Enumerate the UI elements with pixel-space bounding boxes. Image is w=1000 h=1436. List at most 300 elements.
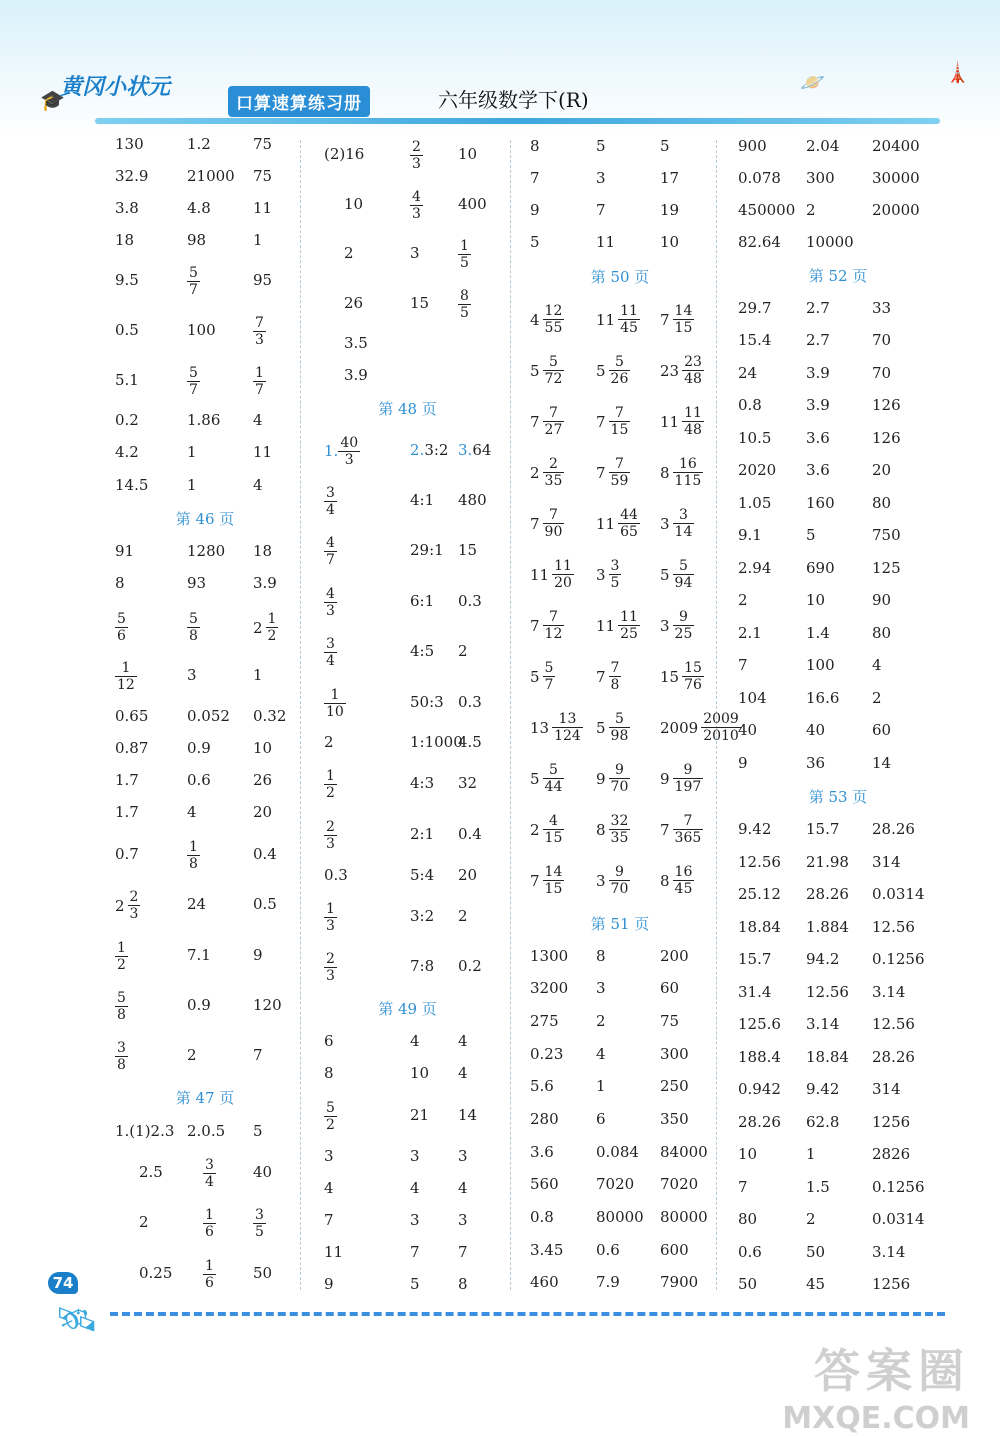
answer-row <box>530 1169 710 1199</box>
answer-row <box>310 1058 505 1088</box>
answer-value: 3.9 <box>253 574 277 592</box>
answer-value: 1280 <box>187 542 226 560</box>
answer-cell <box>253 161 272 191</box>
denominator: 7 <box>189 382 198 398</box>
answer-cell <box>187 611 200 644</box>
answer-cell <box>872 358 891 388</box>
answer-cell <box>738 358 757 388</box>
answer-fraction <box>530 558 574 591</box>
whole-part: 11 <box>660 412 680 431</box>
numerator: 9 <box>673 762 704 779</box>
answer-cell <box>187 161 235 191</box>
answer-cell <box>187 437 197 467</box>
answer-value: 5 <box>530 233 540 251</box>
answer-row <box>530 1006 710 1036</box>
page-heading: 第 47 页 <box>175 1089 235 1107</box>
denominator: 8 <box>117 1057 126 1073</box>
answer-row <box>310 1173 505 1203</box>
fraction <box>552 711 583 744</box>
answer-fraction <box>660 711 741 744</box>
answer-cell <box>115 940 128 973</box>
answer-cell <box>115 990 128 1023</box>
answer-value: 28.26 <box>738 1113 781 1131</box>
answer-cell <box>596 1235 620 1265</box>
answer-cell <box>458 768 477 798</box>
answer-fraction <box>115 611 128 644</box>
answer-value: 4:1 <box>410 491 435 509</box>
answer-row <box>738 847 938 877</box>
answer-cell <box>596 195 606 225</box>
answer-cell <box>660 711 741 744</box>
answer-value: 11 <box>253 199 273 217</box>
answer-row <box>738 1009 938 1039</box>
answer-value: 3 <box>410 1211 420 1229</box>
numerator: 5 <box>326 1100 335 1116</box>
answer-cell <box>253 536 272 566</box>
answer-row <box>738 748 938 778</box>
answer-value: 900 <box>738 137 767 155</box>
answer-value: 1.(1)2.3 <box>115 1122 175 1140</box>
answer-cell <box>410 485 434 515</box>
denominator: 7 <box>255 382 264 398</box>
answer-cell <box>660 456 703 489</box>
answer-fraction <box>596 456 630 489</box>
answer-cell <box>115 536 134 566</box>
answer-value: 4 <box>458 1064 468 1082</box>
answer-cell <box>530 131 540 161</box>
answer-fraction <box>660 558 694 591</box>
answer-cell <box>253 225 263 255</box>
answer-cell <box>458 687 482 717</box>
answer-value: 3 <box>596 169 606 187</box>
answer-cell <box>530 1235 563 1265</box>
answer-value: 10 <box>344 195 364 213</box>
fraction <box>128 889 141 922</box>
answer-cell <box>530 1006 559 1036</box>
fraction <box>609 405 631 438</box>
whole-part: 11 <box>596 310 616 329</box>
answer-cell <box>253 1207 266 1240</box>
answer-cell <box>660 973 679 1003</box>
answer-value: 95 <box>253 271 273 289</box>
fraction <box>673 456 704 489</box>
answer-row <box>530 1235 710 1265</box>
answer-value: 17 <box>660 169 680 187</box>
answer-value: 0.9 <box>187 996 211 1014</box>
answer-value: 4 <box>253 476 263 494</box>
answer-value: 690 <box>806 559 835 577</box>
answer-value: 0.65 <box>115 707 149 725</box>
denominator: 3 <box>344 452 354 468</box>
answer-value: 91 <box>115 542 135 560</box>
answer-cell <box>324 139 364 169</box>
answer-fraction <box>187 839 200 872</box>
answer-cell <box>738 1107 781 1137</box>
answer-cell <box>253 265 272 295</box>
whole-part: 2 <box>530 820 540 839</box>
brand-logo: 黄冈小状元 <box>60 75 171 100</box>
answer-value: 3.6 <box>806 461 830 479</box>
answer-cell <box>458 1269 468 1299</box>
answer-cell <box>660 1071 689 1101</box>
answer-value: 2826 <box>872 1145 911 1163</box>
answer-cell <box>738 683 767 713</box>
page-heading-row <box>530 262 710 292</box>
answer-cell <box>660 195 679 225</box>
answer-value: 0.8 <box>738 396 762 414</box>
answer-cell <box>660 1169 698 1199</box>
fraction <box>682 660 704 693</box>
numerator: 1 <box>255 365 264 381</box>
answer-cell <box>253 660 263 690</box>
answer-cell <box>738 1042 781 1072</box>
answer-cell <box>806 1074 839 1104</box>
answer-value: 1.5 <box>806 1178 830 1196</box>
answer-cell <box>872 520 901 550</box>
answer-cell <box>187 990 211 1020</box>
answer-value: 2 <box>344 244 354 262</box>
answer-cell <box>806 358 830 388</box>
answer-value: 4 <box>253 411 263 429</box>
answer-cell <box>806 814 839 844</box>
denominator: 27 <box>544 422 563 438</box>
answer-value: 0.6 <box>738 1243 762 1261</box>
answer-value: 4 <box>458 1032 468 1050</box>
answer-value: 2 <box>872 689 882 707</box>
answer-value: 4.8 <box>187 199 211 217</box>
answer-cell <box>458 586 482 616</box>
answer-cell <box>872 1204 925 1234</box>
answer-value: 3 <box>324 1147 334 1165</box>
answer-value: 125.6 <box>738 1015 781 1033</box>
answer-value: 15 <box>410 294 430 312</box>
answer-cell <box>458 139 477 169</box>
fraction <box>115 940 128 973</box>
satellite-icon: 🛰 <box>55 1300 99 1340</box>
answer-value: 6:1 <box>410 592 435 610</box>
fraction <box>543 813 565 846</box>
answer-cell <box>660 303 694 336</box>
answer-fraction <box>530 303 564 336</box>
answer-row <box>115 1040 295 1073</box>
answer-fraction <box>660 660 704 693</box>
answer-value: 0.3 <box>324 866 348 884</box>
answer-cell <box>203 1258 216 1291</box>
answer-value: 450000 <box>738 201 796 219</box>
answer-cell <box>530 864 564 897</box>
answer-row <box>115 839 295 872</box>
answer-value: 10 <box>253 739 273 757</box>
answer-cell <box>806 748 825 778</box>
answer-value: 10 <box>410 1064 430 1082</box>
answer-cell <box>410 435 448 465</box>
answer-value: 80000 <box>660 1208 708 1226</box>
denominator: 5 <box>610 575 620 591</box>
answer-cell <box>806 131 839 161</box>
answer-cell <box>253 405 263 435</box>
answer-value: 3.5 <box>344 334 368 352</box>
answer-cell <box>872 585 891 615</box>
answer-fraction <box>324 901 337 934</box>
answer-value: 28.26 <box>806 885 849 903</box>
denominator: 48 <box>684 371 702 387</box>
answer-cell <box>410 1237 420 1267</box>
answer-cell <box>458 819 482 849</box>
denominator: 76 <box>684 677 702 693</box>
answer-value: 36 <box>806 754 826 772</box>
answer-column-1 <box>115 130 295 1293</box>
numerator: 5 <box>117 990 126 1006</box>
answer-row <box>310 727 505 757</box>
denominator: 7 <box>189 282 198 298</box>
answer-value: 80 <box>872 494 892 512</box>
answer-cell <box>738 293 771 323</box>
answer-value: 20 <box>253 803 273 821</box>
fraction <box>115 1040 128 1073</box>
numerator: 3 <box>326 485 335 501</box>
answer-row <box>310 768 505 801</box>
fraction <box>115 990 128 1023</box>
denominator: 55 <box>544 320 563 336</box>
answer-fraction <box>115 889 140 922</box>
answer-cell <box>660 507 694 540</box>
answer-value: 2.5 <box>139 1163 163 1181</box>
answer-cell <box>806 1237 825 1267</box>
answer-fraction <box>324 951 337 984</box>
answer-cell <box>253 568 277 598</box>
fraction <box>324 901 337 934</box>
answer-row <box>738 650 938 680</box>
answer-value: 9 <box>324 1275 334 1293</box>
answer-row <box>115 611 295 644</box>
numerator: 44 <box>620 507 638 523</box>
answer-row <box>530 973 710 1003</box>
answer-value: 5 <box>596 137 606 155</box>
fraction <box>253 365 266 398</box>
answer-cell <box>344 328 368 358</box>
answer-row <box>738 879 938 909</box>
answer-cell <box>872 455 891 485</box>
answer-value: 26 <box>253 771 273 789</box>
whole-part: 8 <box>660 463 670 482</box>
answer-value: 98 <box>187 231 207 249</box>
answer-value: 275 <box>530 1012 559 1030</box>
answer-fraction <box>187 265 200 298</box>
answer-cell <box>115 889 140 922</box>
answer-value: 7 <box>738 1178 748 1196</box>
answer-cell <box>806 618 830 648</box>
answer-cell <box>115 129 144 159</box>
answer-fraction <box>324 768 337 801</box>
denominator: 2 <box>326 1117 335 1133</box>
answer-fraction <box>458 441 491 459</box>
answer-value: 7 <box>324 1211 334 1229</box>
answer-row <box>530 1071 710 1101</box>
fraction <box>673 558 695 591</box>
answer-value: 7.9 <box>596 1273 620 1291</box>
answer-cell <box>324 435 360 468</box>
answer-value: 7:8 <box>410 957 435 975</box>
answer-cell <box>738 1204 757 1234</box>
answer-value: 3:2 <box>424 441 449 459</box>
answer-fraction <box>530 813 564 846</box>
answer-value: 26 <box>344 294 364 312</box>
answer-cell <box>324 951 337 984</box>
answer-value: 75 <box>253 135 273 153</box>
answer-cell <box>806 912 849 942</box>
answer-row <box>738 1237 938 1267</box>
answer-value: 50:3 <box>410 693 444 711</box>
answer-cell <box>872 944 925 974</box>
answer-row <box>115 265 295 298</box>
numerator: 1 <box>205 1207 214 1223</box>
answer-cell <box>458 1237 468 1267</box>
answer-cell <box>596 456 630 489</box>
answer-cell <box>458 951 482 981</box>
answer-row <box>115 225 295 255</box>
answer-value: 3.8 <box>115 199 139 217</box>
answer-value: 3:2 <box>410 907 435 925</box>
numerator: 5 <box>189 365 198 381</box>
answer-cell <box>115 470 148 500</box>
answer-value: 2.7 <box>806 331 830 349</box>
answer-column-2 <box>310 130 505 1293</box>
answer-cell <box>187 940 211 970</box>
answer-row <box>115 733 295 763</box>
numerator: 32 <box>610 813 629 829</box>
answer-fraction <box>324 535 337 568</box>
answer-cell <box>410 819 434 849</box>
denominator: 35 <box>610 830 629 846</box>
answer-cell <box>738 1237 762 1267</box>
numerator: 5 <box>543 354 565 371</box>
answer-cell <box>596 973 606 1003</box>
answer-cell <box>596 941 606 971</box>
fraction <box>324 485 337 518</box>
answer-cell <box>596 609 640 642</box>
answer-cell <box>530 1071 554 1101</box>
answer-row <box>310 238 505 271</box>
answer-value: 20 <box>872 461 892 479</box>
answer-cell <box>115 611 128 644</box>
numerator: 1 <box>205 1258 214 1274</box>
denominator: 59 <box>610 473 629 489</box>
answer-cell <box>530 456 564 489</box>
denominator: 25 <box>674 626 693 642</box>
fraction <box>324 1100 337 1133</box>
fraction <box>253 1207 266 1240</box>
answer-value: 1.05 <box>738 494 772 512</box>
fraction <box>187 365 200 398</box>
answer-cell <box>139 1207 149 1237</box>
column-divider <box>300 140 301 1290</box>
answer-fraction <box>660 762 703 795</box>
answer-value: 25.12 <box>738 885 781 903</box>
answer-value: 5 <box>660 137 670 155</box>
answer-value: 90 <box>872 591 892 609</box>
answer-value: 1.2 <box>187 135 211 153</box>
answer-value: 24 <box>187 895 207 913</box>
answer-cell <box>187 470 197 500</box>
answer-cell <box>324 1173 334 1203</box>
answer-value: 50 <box>806 1243 826 1261</box>
answer-value: 200 <box>660 947 689 965</box>
answer-cell <box>660 558 694 591</box>
answer-cell <box>530 941 568 971</box>
answer-fraction <box>410 441 448 459</box>
answer-cell <box>458 485 487 515</box>
page-heading-row <box>115 1083 295 1113</box>
answer-value: 0.1256 <box>872 950 925 968</box>
answer-value: 1 <box>596 1077 606 1095</box>
answer-row <box>530 813 710 846</box>
denominator: 5 <box>460 255 469 271</box>
numerator: 4 <box>326 586 335 602</box>
answer-cell <box>596 558 621 591</box>
answer-cell <box>530 762 564 795</box>
numerator: 9 <box>609 762 631 779</box>
answer-cell <box>806 847 849 877</box>
answer-cell <box>115 733 148 763</box>
whole-part: 7 <box>530 412 540 431</box>
graduation-cap-icon: 🎓 <box>40 88 65 112</box>
answer-fraction <box>660 813 703 846</box>
answer-cell <box>458 1058 468 1088</box>
numerator: 1 <box>267 611 277 627</box>
fraction <box>543 762 565 795</box>
denominator: 3 <box>326 603 335 619</box>
answer-value: 7 <box>253 1046 263 1064</box>
answer-cell <box>253 1258 272 1288</box>
footer-divider <box>110 1312 945 1316</box>
answer-value: 460 <box>530 1273 559 1291</box>
answer-row <box>310 360 505 390</box>
numerator: 11 <box>620 303 638 319</box>
fraction <box>187 839 200 872</box>
answer-value: 5.1 <box>115 371 139 389</box>
answer-cell <box>115 839 139 869</box>
answer-cell <box>738 1269 757 1299</box>
denominator: 2 <box>326 785 335 801</box>
answer-value: 0.078 <box>738 169 781 187</box>
answer-value: 314 <box>872 1080 901 1098</box>
answer-cell <box>806 1204 816 1234</box>
answer-cell <box>596 1006 606 1036</box>
answer-value: 50 <box>253 1264 273 1282</box>
answer-value: 62.8 <box>806 1113 840 1131</box>
answer-row <box>738 520 938 550</box>
answer-cell <box>738 650 748 680</box>
answer-value: 314 <box>872 853 901 871</box>
answer-fraction <box>660 456 703 489</box>
whole-part: 2 <box>253 618 263 637</box>
answer-value: 126 <box>872 396 901 414</box>
whole-part: 13 <box>530 718 550 737</box>
answer-row <box>115 405 295 435</box>
denominator: 90 <box>544 524 563 540</box>
answer-row <box>738 195 938 225</box>
answer-value: 33 <box>872 299 892 317</box>
question-label: 2. <box>410 441 425 459</box>
answer-cell <box>596 1202 644 1232</box>
answer-cell <box>596 507 640 540</box>
answer-cell <box>596 660 621 693</box>
denominator: 7 <box>326 552 335 568</box>
answer-fraction <box>324 819 337 852</box>
answer-value: 2 <box>187 1046 197 1064</box>
denominator: 65 <box>620 524 638 540</box>
answer-cell <box>738 553 771 583</box>
